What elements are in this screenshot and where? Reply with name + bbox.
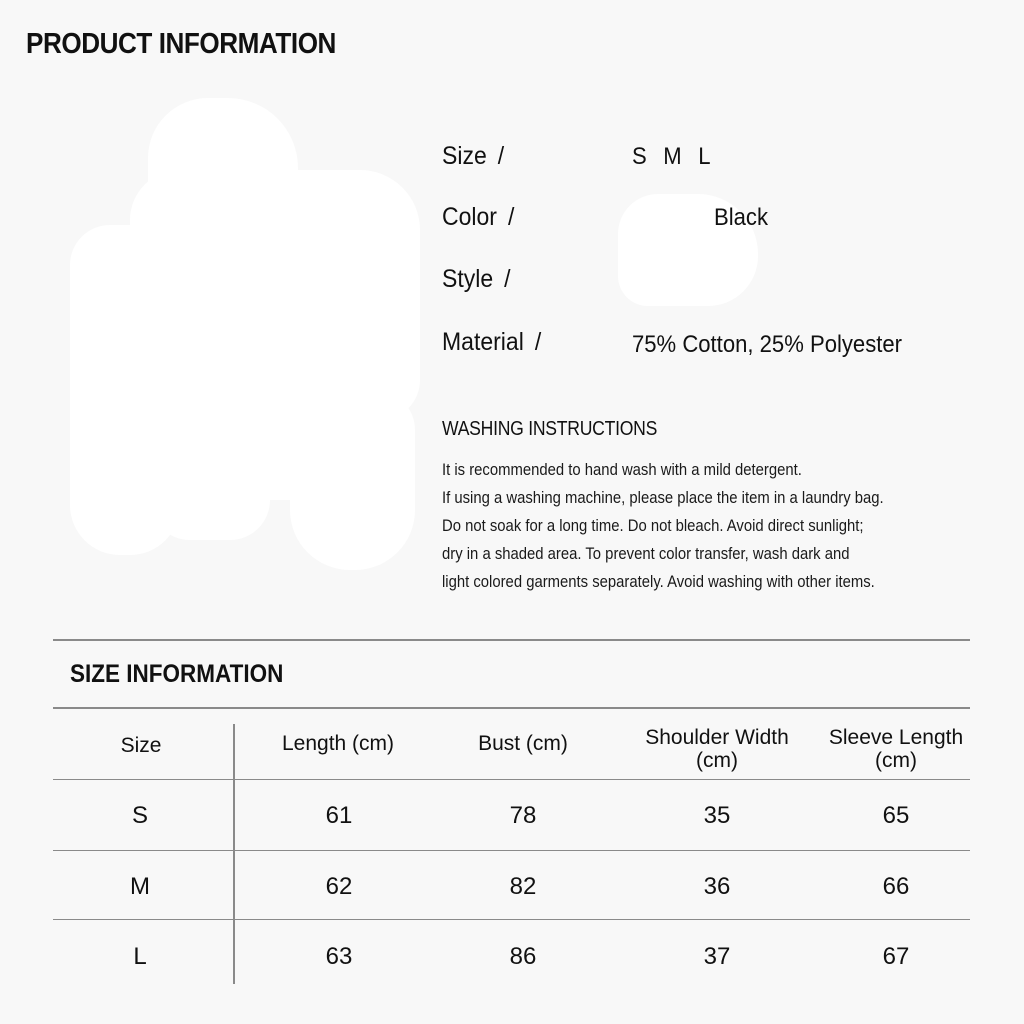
header-sleeve-length-line2: (cm)	[875, 749, 917, 772]
table-cell-shoulder: 36	[703, 873, 731, 900]
size-option-s: S	[632, 143, 647, 170]
table-cell-length: 61	[325, 802, 353, 829]
slash: /	[534, 328, 542, 356]
table-cell-size: M	[130, 873, 150, 900]
washing-instructions	[442, 456, 884, 596]
table-top-rule	[53, 707, 970, 709]
material-attr-row	[442, 328, 541, 357]
material-label: Material	[442, 328, 524, 356]
table-cell-bust: 78	[509, 802, 537, 829]
washing-line: Do not soak for a long time. Do not bleach. Avoid direct sunlight;	[442, 517, 864, 535]
section-divider	[53, 639, 970, 641]
color-value: Black	[714, 204, 768, 231]
header-size: Size	[120, 734, 162, 757]
header-shoulder-width-line1: Shoulder Width	[645, 726, 789, 749]
header-shoulder-width	[645, 726, 789, 772]
size-label: Size	[442, 142, 487, 170]
size-info-title: SIZE INFORMATION	[70, 660, 284, 688]
header-sleeve-length-line1: Sleeve Length	[828, 726, 964, 749]
material-value: 75% Cotton, 25% Polyester	[632, 331, 903, 358]
size-option-l: L	[698, 143, 711, 170]
color-label: Color	[442, 203, 497, 231]
slash: /	[497, 142, 505, 170]
size-option-m: M	[663, 143, 682, 170]
product-photo	[60, 90, 440, 580]
table-cell-size: L	[133, 943, 147, 970]
table-cell-sleeve: 67	[882, 943, 910, 970]
page-title: PRODUCT INFORMATION	[26, 28, 336, 60]
table-cell-length: 63	[325, 943, 353, 970]
table-cell-shoulder: 35	[703, 802, 731, 829]
washing-line: It is recommended to hand wash with a mild detergent.	[442, 461, 802, 479]
table-column-divider	[233, 724, 235, 984]
table-rule	[53, 919, 970, 920]
header-bust: Bust (cm)	[478, 732, 568, 755]
size-attr-row	[442, 142, 504, 171]
slash: /	[504, 265, 511, 293]
style-label: Style	[442, 265, 494, 293]
washing-line: light colored garments separately. Avoid washing with other items.	[442, 573, 875, 591]
table-cell-sleeve: 66	[882, 873, 910, 900]
style-attr-row	[442, 265, 511, 294]
header-length: Length (cm)	[281, 732, 395, 755]
table-cell-bust: 86	[509, 943, 537, 970]
table-cell-bust: 82	[509, 873, 537, 900]
table-cell-size: S	[131, 802, 149, 829]
header-shoulder-width-line2: (cm)	[696, 749, 738, 772]
table-cell-shoulder: 37	[703, 943, 731, 970]
table-cell-sleeve: 65	[882, 802, 910, 829]
table-cell-length: 62	[325, 873, 353, 900]
washing-line: If using a washing machine, please place the item in a laundry bag.	[442, 489, 884, 507]
washing-line: dry in a shaded area. To prevent color transfer, wash dark and	[442, 545, 850, 563]
washing-title: WASHING INSTRUCTIONS	[442, 418, 658, 440]
table-rule	[53, 850, 970, 851]
header-sleeve-length	[829, 726, 963, 772]
table-rule	[53, 779, 970, 780]
slash: /	[508, 203, 515, 231]
size-options	[632, 143, 727, 171]
color-attr-row	[442, 203, 514, 232]
